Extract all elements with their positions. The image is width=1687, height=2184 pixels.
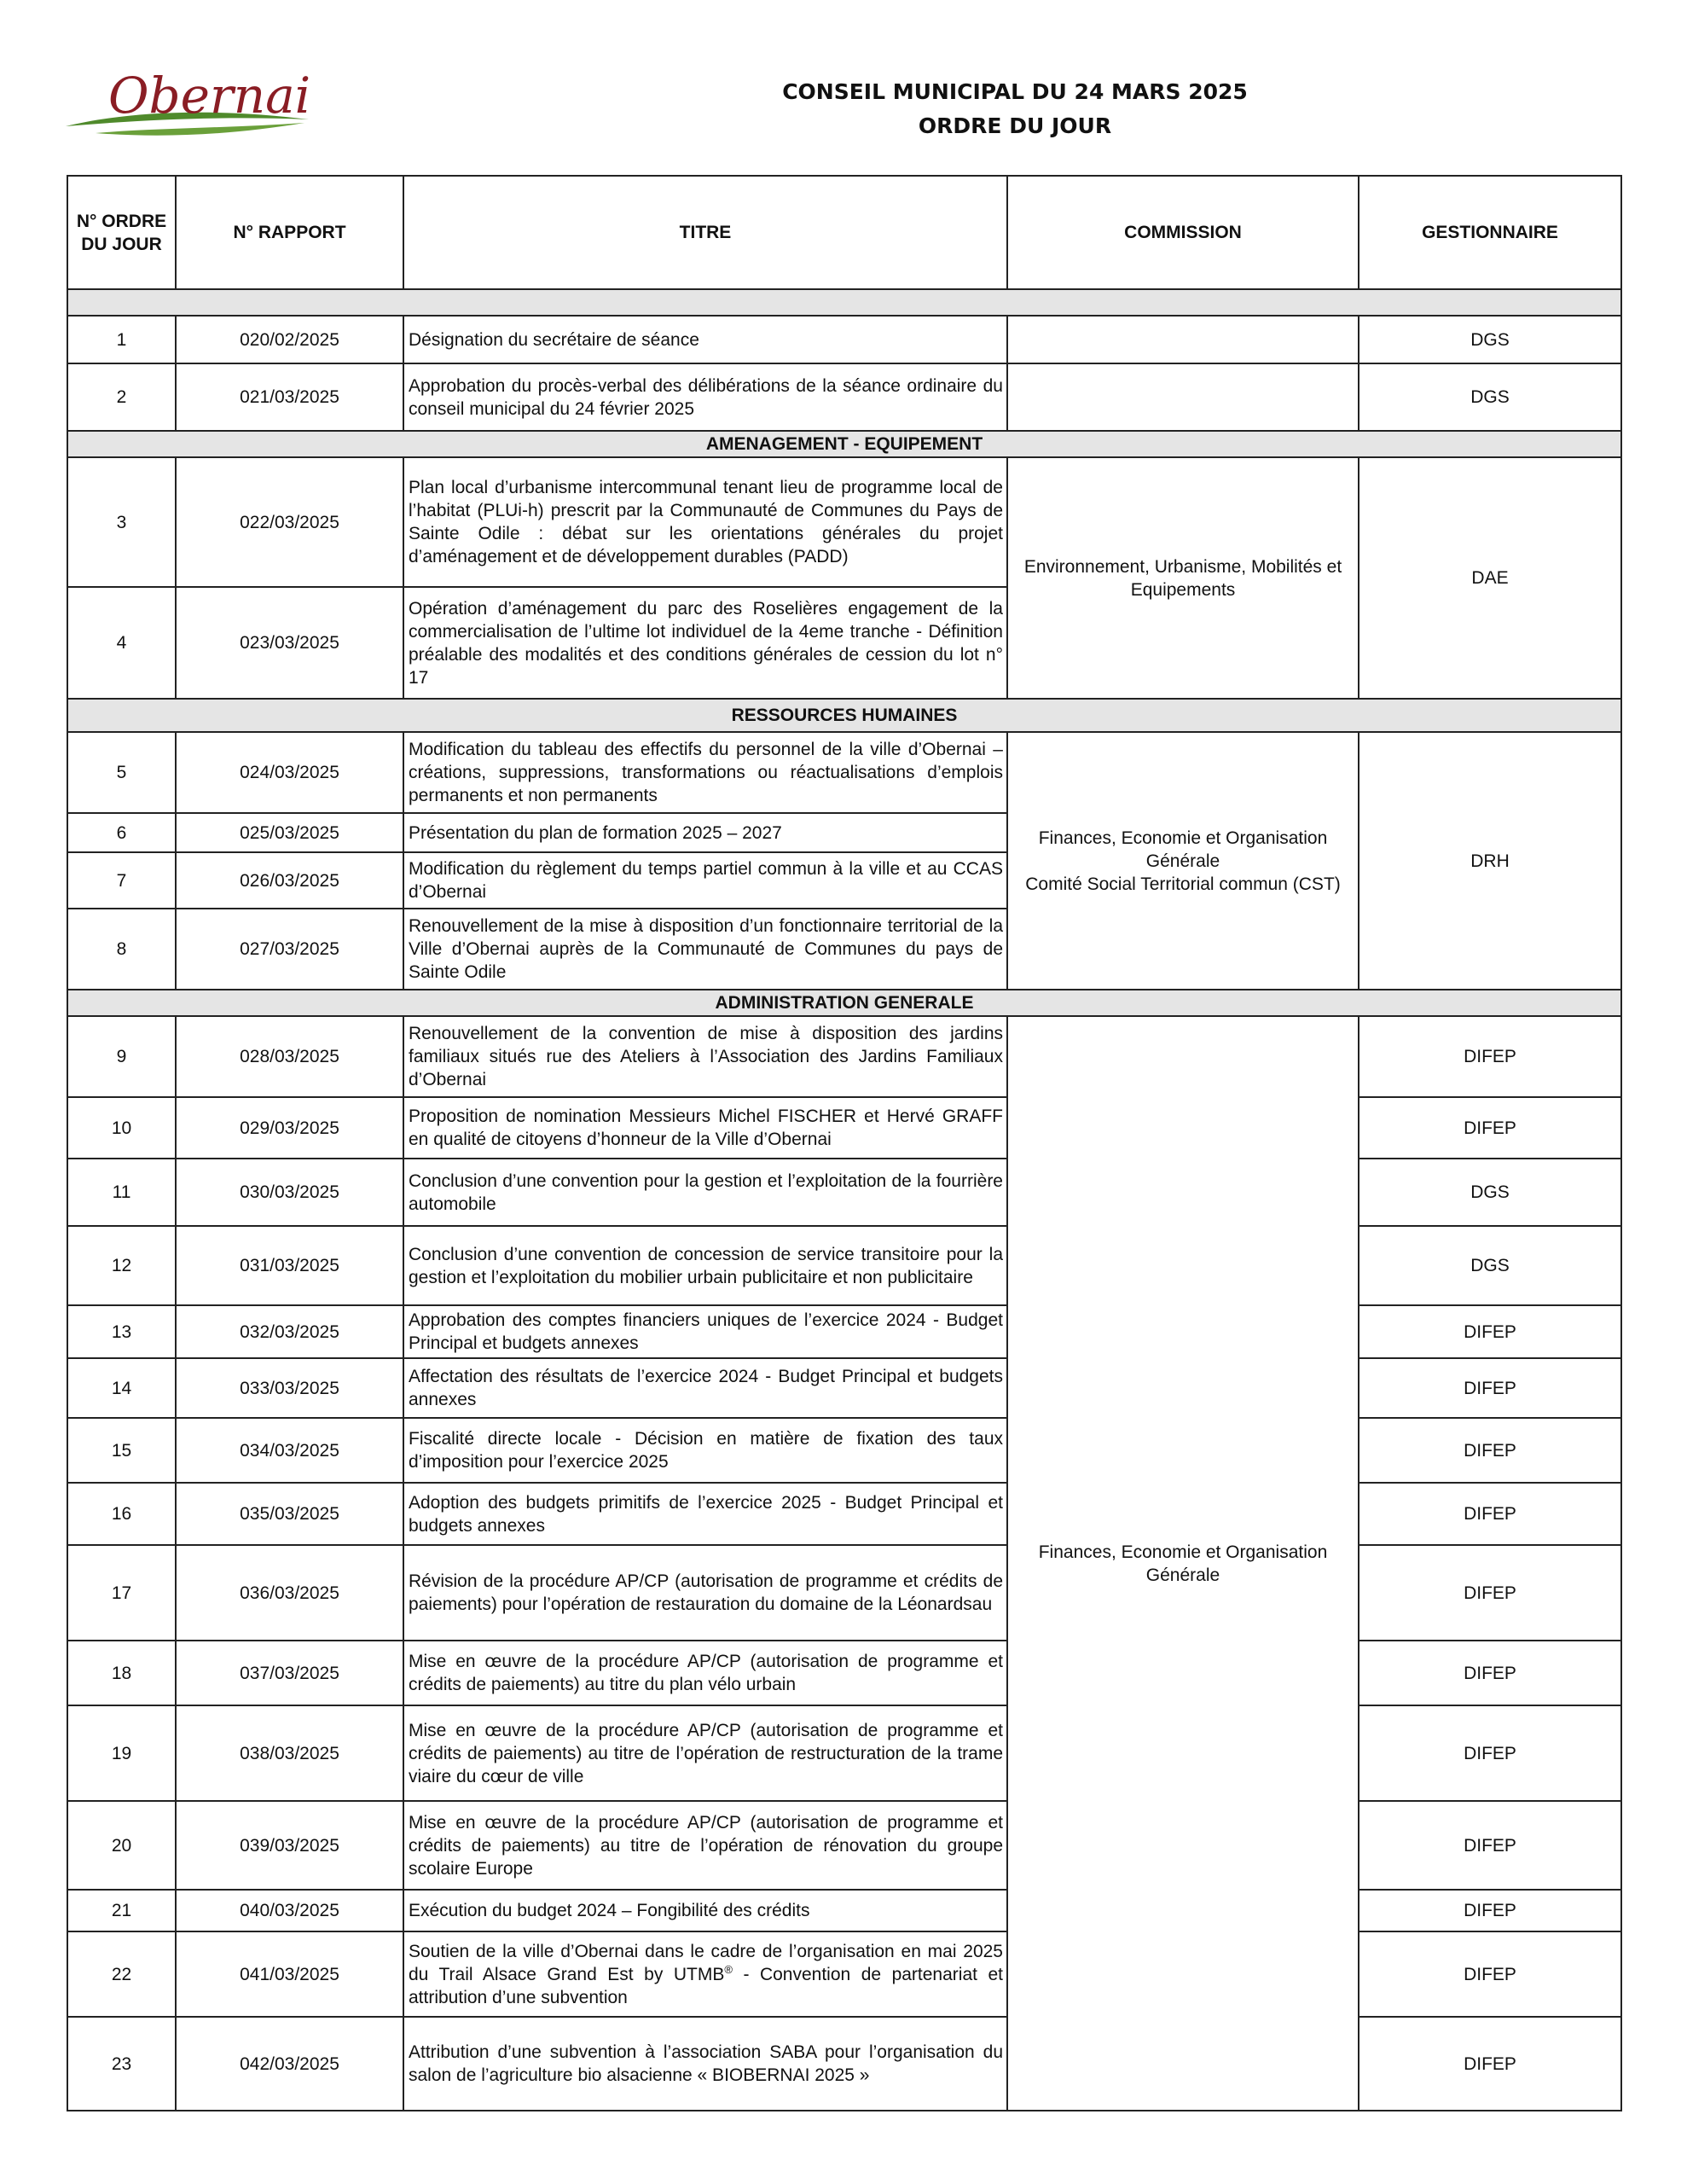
row-titre — [403, 1931, 1007, 2017]
row-number: 18 — [67, 1641, 176, 1705]
table-row — [67, 1801, 1621, 1890]
row-titre: Conclusion d’une convention de concession de service transitoire pour la gestion et l’exploitation du mobilier urbain publicitaire et non publicitaire — [403, 1226, 1007, 1305]
header-gestionnaire: GESTIONNAIRE — [1359, 176, 1621, 289]
row-number: 3 — [67, 457, 176, 587]
row-rapport: 037/03/2025 — [176, 1641, 403, 1705]
row-gestionnaire: DIFEP — [1359, 2017, 1621, 2111]
row-rapport: 039/03/2025 — [176, 1801, 403, 1890]
row-gestionnaire: DIFEP — [1359, 1305, 1621, 1358]
row-titre: Désignation du secrétaire de séance — [403, 316, 1007, 363]
row-rapport: 031/03/2025 — [176, 1226, 403, 1305]
row-gestionnaire: DIFEP — [1359, 1418, 1621, 1483]
registered-mark: ® — [724, 1962, 733, 1976]
commission-cell — [1007, 732, 1359, 990]
table-row — [67, 1418, 1621, 1483]
section-row-rh — [67, 699, 1621, 732]
row-number: 6 — [67, 813, 176, 852]
row-gestionnaire: DIFEP — [1359, 1641, 1621, 1705]
table-row — [67, 1890, 1621, 1931]
row-number: 20 — [67, 1801, 176, 1890]
row-gestionnaire: DIFEP — [1359, 1545, 1621, 1641]
row-number: 19 — [67, 1705, 176, 1801]
row-titre: Affectation des résultats de l’exercice 2024 - Budget Principal et budgets annexes — [403, 1358, 1007, 1418]
row-rapport: 030/03/2025 — [176, 1159, 403, 1226]
obernai-logo — [61, 60, 317, 145]
row-titre: Adoption des budgets primitifs de l’exercice 2025 - Budget Principal et budgets annexes — [403, 1483, 1007, 1545]
row-number: 5 — [67, 732, 176, 813]
header-ordre — [67, 176, 176, 289]
row-number: 14 — [67, 1358, 176, 1418]
row-rapport: 033/03/2025 — [176, 1358, 403, 1418]
row-rapport: 032/03/2025 — [176, 1305, 403, 1358]
section-title: RESSOURCES HUMAINES — [67, 699, 1621, 732]
row-number: 7 — [67, 852, 176, 909]
row-commission-empty — [1007, 316, 1359, 363]
table-row — [67, 316, 1621, 363]
row-number: 2 — [67, 363, 176, 431]
row-rapport: 042/03/2025 — [176, 2017, 403, 2111]
table-row — [67, 1641, 1621, 1705]
row-gestionnaire: DIFEP — [1359, 1705, 1621, 1801]
row-number: 23 — [67, 2017, 176, 2111]
gestionnaire-cell: DAE — [1359, 457, 1621, 699]
header-titre: TITRE — [403, 176, 1007, 289]
row-gestionnaire: DGS — [1359, 363, 1621, 431]
row-number: 22 — [67, 1931, 176, 2017]
row-rapport: 036/03/2025 — [176, 1545, 403, 1641]
commission-cst: Comité Social Territorial commun (CST) — [1025, 874, 1341, 894]
row-titre: Approbation des comptes financiers uniques de l’exercice 2024 - Budget Principal et budgets annexes — [403, 1305, 1007, 1358]
row-gestionnaire: DIFEP — [1359, 1016, 1621, 1097]
row-rapport: 021/03/2025 — [176, 363, 403, 431]
row-rapport: 023/03/2025 — [176, 587, 403, 699]
row-rapport: 020/02/2025 — [176, 316, 403, 363]
row-gestionnaire: DGS — [1359, 1226, 1621, 1305]
table-row — [67, 363, 1621, 431]
row-gestionnaire: DGS — [1359, 1159, 1621, 1226]
row-number: 17 — [67, 1545, 176, 1641]
agenda-table — [67, 175, 1622, 2111]
spacer-cell — [67, 289, 1621, 316]
row-titre: Proposition de nomination Messieurs Michel FISCHER et Hervé GRAFF en qualité de citoyens d’honneur de la Ville d’Obernai — [403, 1097, 1007, 1159]
row-number: 13 — [67, 1305, 176, 1358]
row-titre: Mise en œuvre de la procédure AP/CP (autorisation de programme et crédits de paiements) au titre du plan vélo urbain — [403, 1641, 1007, 1705]
section-row-amenagement — [67, 431, 1621, 457]
section-title: AMENAGEMENT - EQUIPEMENT — [67, 431, 1621, 457]
commission-finances: Finances, Economie et Organisation Générale — [1038, 828, 1328, 871]
row-gestionnaire: DIFEP — [1359, 1931, 1621, 2017]
title-line-2: ORDRE DU JOUR — [918, 113, 1112, 138]
table-row — [67, 1226, 1621, 1305]
row-titre: Renouvellement de la mise à disposition d’un fonctionnaire territorial de la Ville d’Obernai auprès de la Communauté de Communes du pays de Sainte Odile — [403, 909, 1007, 990]
row-number: 4 — [67, 587, 176, 699]
section-row-admin — [67, 990, 1621, 1016]
spacer-row — [67, 289, 1621, 316]
row-titre: Conclusion d’une convention pour la gestion et l’exploitation de la fourrière automobile — [403, 1159, 1007, 1226]
row-number: 15 — [67, 1418, 176, 1483]
document-title — [768, 75, 1262, 143]
row-titre: Renouvellement de la convention de mise à disposition des jardins familiaux situés rue des Ateliers à l’Association des Jardins Familiaux d’Obernai — [403, 1016, 1007, 1097]
row-titre: Modification du règlement du temps partiel commun à la ville et au CCAS d’Obernai — [403, 852, 1007, 909]
row-gestionnaire: DIFEP — [1359, 1801, 1621, 1890]
header-commission: COMMISSION — [1007, 176, 1359, 289]
row-rapport: 038/03/2025 — [176, 1705, 403, 1801]
row-gestionnaire: DIFEP — [1359, 1890, 1621, 1931]
table-header-row — [67, 176, 1621, 289]
row-number: 10 — [67, 1097, 176, 1159]
row-number: 12 — [67, 1226, 176, 1305]
table-row — [67, 457, 1621, 587]
commission-cell: Environnement, Urbanisme, Mobilités et Equipements — [1007, 457, 1359, 699]
row-titre: Opération d’aménagement du parc des Roselières engagement de la commercialisation de l’ultime lot individuel de la 4eme tranche - Définition préalable des modalités et des conditions générales de cession du lot n° 17 — [403, 587, 1007, 699]
table-row — [67, 1931, 1621, 2017]
header-rapport: N° RAPPORT — [176, 176, 403, 289]
logo-wordmark: Obernai — [108, 67, 311, 125]
row-number: 9 — [67, 1016, 176, 1097]
row-number: 16 — [67, 1483, 176, 1545]
row-gestionnaire: DGS — [1359, 316, 1621, 363]
row-titre: Approbation du procès-verbal des délibérations de la séance ordinaire du conseil municipal du 24 février 2025 — [403, 363, 1007, 431]
row-titre: Mise en œuvre de la procédure AP/CP (autorisation de programme et crédits de paiements) au titre de l’opération de restructuration de la trame viaire du cœur de ville — [403, 1705, 1007, 1801]
row-rapport: 035/03/2025 — [176, 1483, 403, 1545]
table-row — [67, 1545, 1621, 1641]
row-titre: Exécution du budget 2024 – Fongibilité des crédits — [403, 1890, 1007, 1931]
commission-cell: Finances, Economie et Organisation Générale — [1007, 1016, 1359, 2111]
row-rapport: 041/03/2025 — [176, 1931, 403, 2017]
table-row — [67, 1705, 1621, 1801]
section-title: ADMINISTRATION GENERALE — [67, 990, 1621, 1016]
row-titre: Plan local d’urbanisme intercommunal tenant lieu de programme local de l’habitat (PLUi-h) prescrit par la Communauté de Communes du Pays de Sainte Odile : débat sur les orientations générales du projet d’aménagement et de développement durables (PADD) — [403, 457, 1007, 587]
table-row — [67, 1358, 1621, 1418]
row-titre: Attribution d’une subvention à l’association SABA pour l’organisation du salon de l’agriculture bio alsacienne « BIOBERNAI 2025 » — [403, 2017, 1007, 2111]
table-row — [67, 1097, 1621, 1159]
row-rapport: 022/03/2025 — [176, 457, 403, 587]
table-row — [67, 1483, 1621, 1545]
row-rapport: 028/03/2025 — [176, 1016, 403, 1097]
row-number: 1 — [67, 316, 176, 363]
row-rapport: 025/03/2025 — [176, 813, 403, 852]
row-rapport: 024/03/2025 — [176, 732, 403, 813]
title-line-1: CONSEIL MUNICIPAL DU 24 MARS 2025 — [782, 79, 1248, 104]
row-titre: Mise en œuvre de la procédure AP/CP (autorisation de programme et crédits de paiements) au titre de l’opération de rénovation du groupe scolaire Europe — [403, 1801, 1007, 1890]
row-number: 11 — [67, 1159, 176, 1226]
row-titre: Révision de la procédure AP/CP (autorisation de programme et crédits de paiements) pour l’opération de restauration du domaine de la Léonardsau — [403, 1545, 1007, 1641]
row-titre: Modification du tableau des effectifs du personnel de la ville d’Obernai – créations, suppressions, transformations ou réactualisations d’emplois permanents et non permanents — [403, 732, 1007, 813]
table-row — [67, 1016, 1621, 1097]
header-ordre-line1: N° ORDRE — [76, 211, 167, 231]
row-rapport: 040/03/2025 — [176, 1890, 403, 1931]
row-gestionnaire: DIFEP — [1359, 1097, 1621, 1159]
table-row — [67, 1159, 1621, 1226]
row-rapport: 027/03/2025 — [176, 909, 403, 990]
table-row — [67, 1305, 1621, 1358]
table-row — [67, 732, 1621, 813]
titre-part-2: - Convention de partenariat et attribution d’une subvention — [409, 1964, 1003, 2007]
row-titre: Fiscalité directe locale - Décision en matière de fixation des taux d’imposition pour l’exercice 2025 — [403, 1418, 1007, 1483]
row-number: 21 — [67, 1890, 176, 1931]
row-rapport: 026/03/2025 — [176, 852, 403, 909]
row-gestionnaire: DIFEP — [1359, 1483, 1621, 1545]
header-ordre-line2: DU JOUR — [81, 234, 162, 254]
row-number: 8 — [67, 909, 176, 990]
row-commission-empty — [1007, 363, 1359, 431]
table-row — [67, 2017, 1621, 2111]
row-gestionnaire: DIFEP — [1359, 1358, 1621, 1418]
gestionnaire-cell: DRH — [1359, 732, 1621, 990]
row-rapport: 029/03/2025 — [176, 1097, 403, 1159]
titre-part-1: Soutien de la ville d’Obernai dans le cadre de l’organisation en mai 2025 du Trail Alsace Grand Est by UTMB — [409, 1941, 1003, 1984]
row-titre: Présentation du plan de formation 2025 – 2027 — [403, 813, 1007, 852]
logo-green-swoosh-lower — [96, 123, 304, 136]
row-rapport: 034/03/2025 — [176, 1418, 403, 1483]
